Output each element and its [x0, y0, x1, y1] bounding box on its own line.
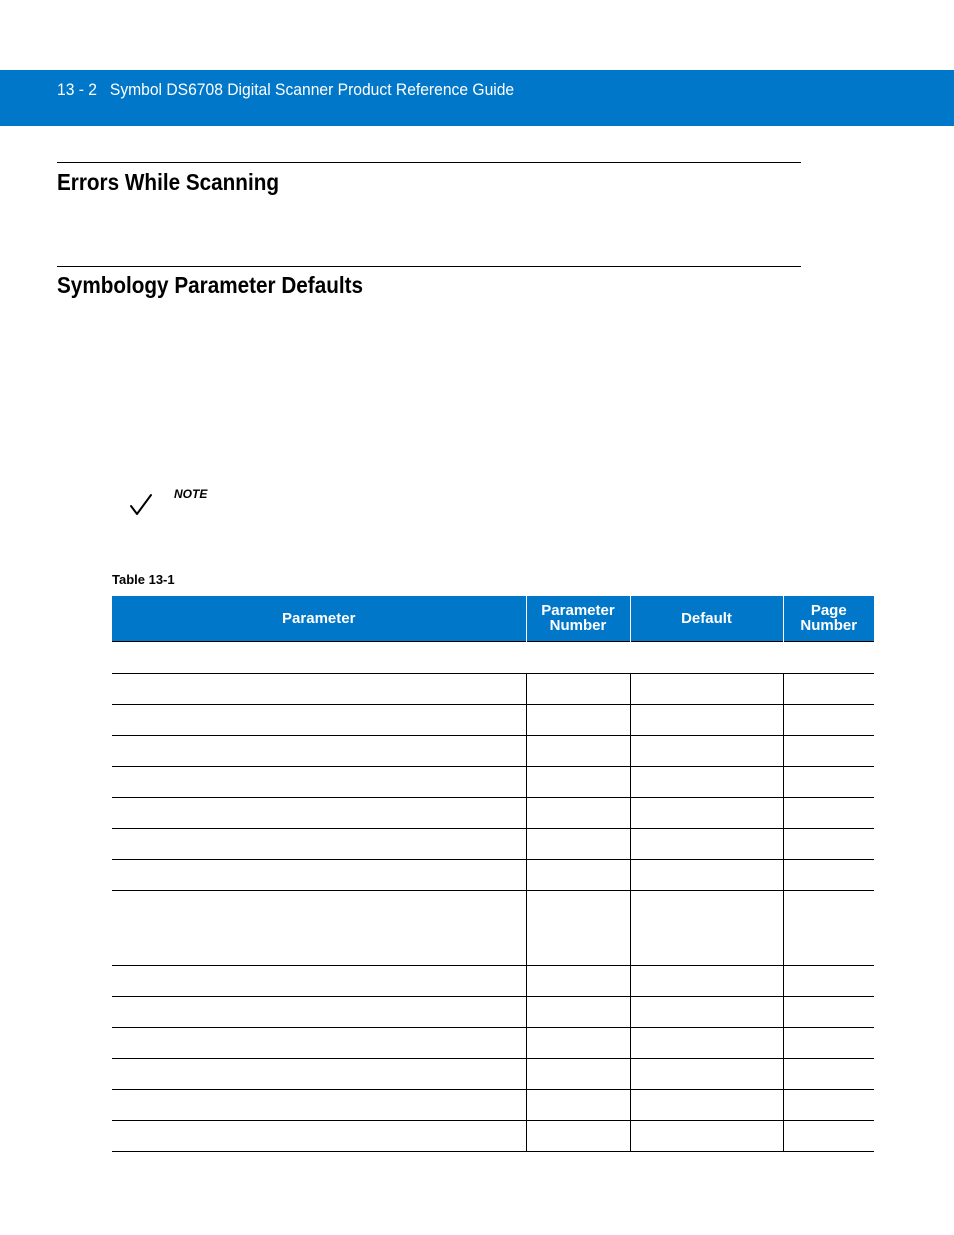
table-cell	[630, 766, 783, 797]
table-row	[112, 828, 874, 859]
table-cell	[783, 828, 874, 859]
table-cell	[526, 996, 630, 1027]
section-rule	[57, 266, 801, 267]
column-header-line: Parameter	[541, 602, 615, 620]
table-cell	[112, 1027, 526, 1058]
table-cell	[526, 1089, 630, 1120]
column-header-line: Default	[681, 609, 732, 627]
table-cell	[783, 996, 874, 1027]
page-header-text	[57, 80, 514, 100]
table-cell	[783, 797, 874, 828]
table-cell	[630, 735, 783, 766]
table-cell	[630, 890, 783, 965]
table-cell	[526, 828, 630, 859]
table-caption: Table 13-1	[112, 572, 175, 587]
note-label: NOTE	[174, 487, 208, 501]
table-cell	[112, 704, 526, 735]
table-section-row	[112, 641, 874, 673]
table-cell	[526, 1027, 630, 1058]
table-cell	[783, 1027, 874, 1058]
table-cell	[526, 766, 630, 797]
table-cell	[630, 1027, 783, 1058]
table-row	[112, 965, 874, 996]
table-cell	[630, 1120, 783, 1151]
table-cell	[630, 996, 783, 1027]
table-cell	[630, 704, 783, 735]
table-cell	[526, 797, 630, 828]
table-cell	[630, 1058, 783, 1089]
table-row	[112, 1058, 874, 1089]
page-number: 13 - 2	[57, 80, 98, 99]
table-row	[112, 797, 874, 828]
table-row	[112, 996, 874, 1027]
table-cell	[526, 735, 630, 766]
table-cell	[783, 890, 874, 965]
table-cell	[526, 1058, 630, 1089]
table-cell	[112, 890, 526, 965]
table-cell	[526, 1120, 630, 1151]
table-row	[112, 766, 874, 797]
table-row	[112, 673, 874, 704]
table-cell	[783, 1120, 874, 1151]
table-cell	[630, 828, 783, 859]
book-title: Symbol DS6708 Digital Scanner Product Reference Guide	[109, 80, 515, 99]
table-cell	[112, 673, 526, 704]
column-header-line: Parameter	[282, 609, 356, 627]
table-cell	[526, 704, 630, 735]
table-cell	[783, 766, 874, 797]
table-row	[112, 735, 874, 766]
section-title-symbology-defaults: Symbology Parameter Defaults	[57, 272, 364, 298]
table-cell	[783, 673, 874, 704]
table-cell	[630, 859, 783, 890]
section-rule	[57, 162, 801, 163]
table-cell	[112, 1089, 526, 1120]
column-header-line: Number	[800, 617, 858, 635]
column-header-parameter	[112, 596, 526, 641]
table-cell	[112, 735, 526, 766]
column-header-page-number	[783, 596, 874, 641]
table-cell	[526, 673, 630, 704]
table-cell	[112, 766, 526, 797]
table-cell	[630, 965, 783, 996]
table-cell	[783, 704, 874, 735]
table-cell	[112, 1058, 526, 1089]
table-cell	[112, 641, 874, 673]
table-cell	[783, 1089, 874, 1120]
section-title-errors: Errors While Scanning	[57, 169, 279, 195]
table-cell	[112, 828, 526, 859]
table-cell	[630, 1089, 783, 1120]
column-header-line: Number	[549, 617, 607, 635]
table-row	[112, 1027, 874, 1058]
table-cell	[112, 859, 526, 890]
table-row	[112, 704, 874, 735]
table-cell	[112, 965, 526, 996]
table-cell	[630, 797, 783, 828]
column-header-parameter-number	[526, 596, 630, 641]
table-cell	[526, 965, 630, 996]
table-cell	[630, 673, 783, 704]
table-row	[112, 1120, 874, 1151]
table-cell	[783, 735, 874, 766]
table-row	[112, 1089, 874, 1120]
table-row	[112, 890, 874, 965]
table-cell	[783, 1058, 874, 1089]
symbology-defaults-table	[112, 596, 874, 1152]
table-cell	[112, 1120, 526, 1151]
table-cell	[112, 797, 526, 828]
checkmark-icon	[128, 492, 154, 518]
table-cell	[526, 890, 630, 965]
table-cell	[783, 965, 874, 996]
table-header-row	[112, 596, 874, 641]
table-cell	[526, 859, 630, 890]
column-header-default	[630, 596, 783, 641]
table-cell	[783, 859, 874, 890]
table-row	[112, 859, 874, 890]
table-cell	[112, 996, 526, 1027]
column-header-line: Page	[810, 602, 847, 620]
